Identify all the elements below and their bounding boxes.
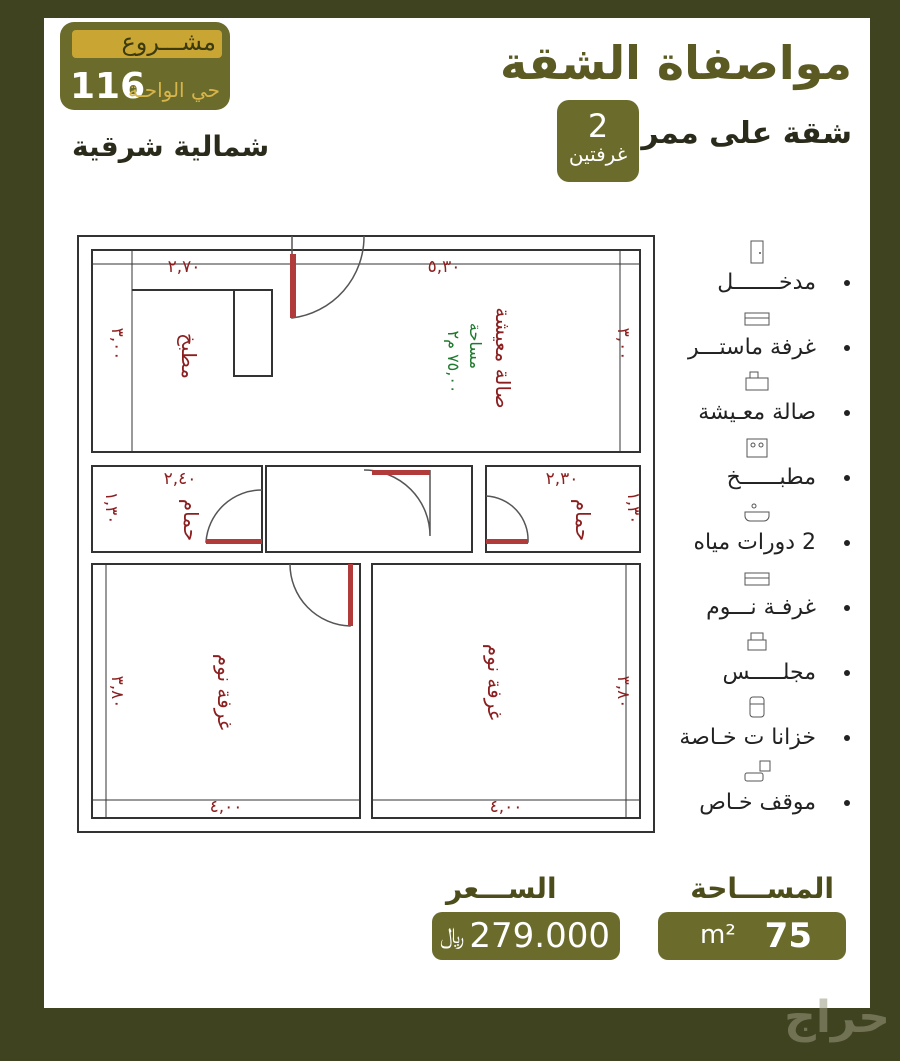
room-bed-left: غرفة نوم — [213, 653, 237, 731]
dim-bath-right-width: ٢,٣٠ — [545, 469, 579, 489]
rooms-label: غرفتين — [568, 142, 628, 166]
dim-left-top: ٣,٠٠ — [107, 327, 127, 361]
floor-plan — [76, 234, 656, 834]
room-kitchen: مطبخ — [177, 332, 201, 380]
price-box — [432, 912, 620, 960]
sofa-icon — [742, 370, 772, 394]
room-bath-right: حمام — [571, 498, 595, 542]
dim-bed-left-width: ٤,٠٠ — [209, 797, 243, 817]
area-label: المســـاحة — [690, 872, 834, 905]
room-bed-right: غرفة نوم — [483, 643, 507, 721]
bed-icon — [742, 565, 772, 589]
page-title: مواصفاة الشقة — [500, 36, 852, 90]
price-value: 279.000 — [469, 916, 610, 956]
rooms-badge — [557, 100, 639, 182]
area-unit: m² — [700, 920, 736, 950]
area-box — [658, 912, 846, 960]
project-number: 116 — [70, 66, 146, 107]
apartment-type: شقة على ممر — [641, 116, 852, 151]
bathtub-icon — [742, 500, 772, 524]
living-area-label: مساحة — [466, 322, 485, 370]
feature-entrance: مدخـــــــل — [682, 236, 862, 301]
price-label: الســـعر — [446, 872, 557, 905]
parking-icon — [742, 760, 772, 784]
currency-symbol: ﷼ — [440, 924, 465, 949]
feature-bathrooms: 2 دورات مياه — [682, 496, 862, 561]
stove-icon — [742, 435, 772, 459]
rooms-count: 2 — [587, 107, 609, 145]
door-icon — [742, 240, 772, 264]
feature-master-room: غرفة ماستـــر — [682, 301, 862, 366]
orientation: شمالية شرقية — [72, 130, 270, 163]
features-list — [679, 236, 862, 821]
dim-top-left: ٢,٧٠ — [167, 257, 201, 277]
room-bath-left: حمام — [179, 498, 203, 542]
project-label: مشـــروع — [121, 28, 216, 56]
dim-bed-right-width: ٤,٠٠ — [489, 797, 523, 817]
armchair-icon — [742, 630, 772, 654]
dim-bath-right-height: ١,٣٠ — [623, 491, 643, 525]
project-badge — [60, 22, 230, 110]
dim-bath-left-height: ١,٣٠ — [101, 491, 121, 525]
feature-living-room: صالة معـيشة — [682, 366, 862, 431]
feature-water-tanks: خزانا ت خـاصة — [682, 691, 862, 756]
dim-right-top: ٣,٠٠ — [613, 327, 633, 361]
watermark-logo: حراج — [784, 992, 890, 1043]
dim-bed-left-height: ٣,٨٠ — [107, 675, 127, 709]
district-name: حي الواحـة — [128, 78, 220, 102]
dim-top-right: ٥,٣٠ — [427, 257, 461, 277]
dim-bath-left-width: ٢,٤٠ — [163, 469, 197, 489]
living-area-value: ٧٥,٠٠ م٢ — [444, 330, 463, 394]
feature-majlis: مجلـــــس — [682, 626, 862, 691]
feature-kitchen: مطبــــــخ — [682, 431, 862, 496]
dim-bed-right-height: ٣,٨٠ — [613, 675, 633, 709]
feature-parking: موقف خـاص — [682, 756, 862, 821]
feature-bedroom: غرفـة نـــوم — [682, 561, 862, 626]
area-value: 75 — [764, 916, 812, 956]
bed-icon — [742, 305, 772, 329]
water-tank-icon — [742, 695, 772, 719]
room-living: صالة معيشة — [491, 307, 515, 409]
